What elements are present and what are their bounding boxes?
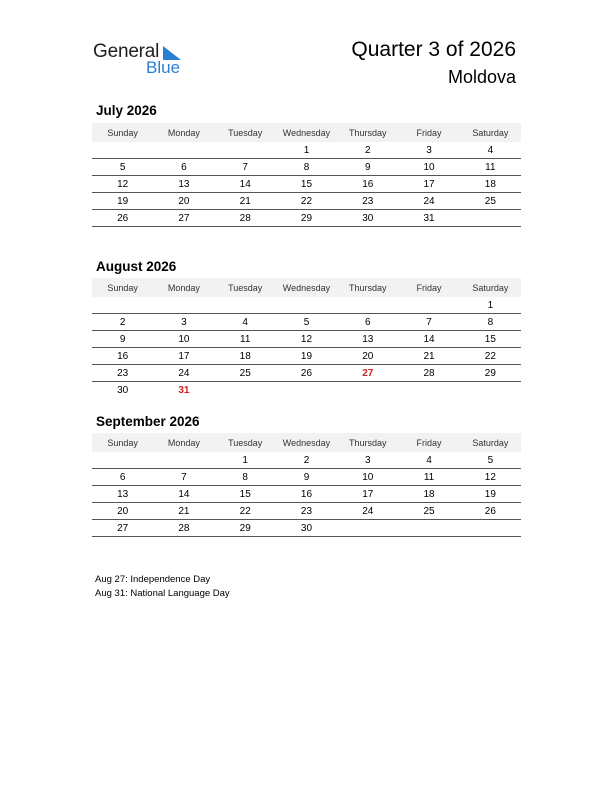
day-cell: 25 [398,503,459,520]
day-cell: 23 [337,193,398,210]
week-row [92,348,521,365]
weekday-header: Wednesday [276,278,337,297]
day-cell: 1 [276,142,337,159]
day-cell: 21 [153,503,214,520]
weekday-header: Monday [153,123,214,142]
weekday-header: Saturday [460,278,521,297]
day-cell: 3 [153,314,214,331]
day-cell: 15 [215,486,276,503]
day-cell: 21 [215,193,276,210]
logo-blue-text: Blue [146,58,181,77]
weekday-header: Tuesday [215,433,276,452]
weekday-header: Thursday [337,278,398,297]
day-cell: 31 [398,210,459,227]
day-cell: 1 [215,452,276,469]
week-row [92,159,521,176]
day-cell [276,297,337,314]
day-cell [276,382,337,399]
day-cell: 15 [460,331,521,348]
day-cell: 20 [153,193,214,210]
logo-general-text: General [93,41,160,62]
day-cell: 21 [398,348,459,365]
day-cell: 27 [337,365,398,382]
month-title: August 2026 [96,259,177,274]
weekday-header: Monday [153,433,214,452]
month-title: September 2026 [96,414,200,429]
day-cell: 27 [92,520,153,537]
day-cell: 8 [276,159,337,176]
day-cell: 18 [398,486,459,503]
day-cell: 25 [215,365,276,382]
day-cell: 11 [460,159,521,176]
week-row [92,503,521,520]
week-row [92,486,521,503]
day-cell: 14 [215,176,276,193]
week-row [92,314,521,331]
day-cell: 15 [276,176,337,193]
week-row [92,297,521,314]
week-row [92,210,521,227]
day-cell [153,142,214,159]
day-cell: 3 [398,142,459,159]
country-name: Moldova [447,67,516,87]
day-cell: 24 [398,193,459,210]
day-cell: 11 [398,469,459,486]
day-cell: 22 [276,193,337,210]
day-cell [460,210,521,227]
day-cell: 5 [92,159,153,176]
day-cell: 8 [460,314,521,331]
day-cell: 19 [92,193,153,210]
day-cell: 2 [276,452,337,469]
weekday-header: Thursday [337,433,398,452]
day-cell [215,297,276,314]
day-cell: 27 [153,210,214,227]
calendar-grid [92,433,521,537]
day-cell: 5 [276,314,337,331]
day-cell [337,382,398,399]
day-cell: 13 [337,331,398,348]
day-cell: 18 [215,348,276,365]
week-row [92,142,521,159]
day-cell [92,452,153,469]
day-cell: 1 [460,297,521,314]
weekday-header: Sunday [92,278,153,297]
day-cell: 9 [337,159,398,176]
day-cell: 13 [153,176,214,193]
day-cell: 10 [337,469,398,486]
day-cell [215,382,276,399]
day-cell [153,297,214,314]
day-cell: 4 [398,452,459,469]
logo [93,41,193,81]
day-cell: 26 [276,365,337,382]
calendar-grid [92,278,521,398]
day-cell [215,142,276,159]
day-cell: 12 [276,331,337,348]
day-cell: 17 [398,176,459,193]
weekday-header: Friday [398,278,459,297]
day-cell [398,520,459,537]
day-cell: 6 [337,314,398,331]
day-cell: 28 [153,520,214,537]
day-cell [153,452,214,469]
day-cell: 16 [92,348,153,365]
day-cell: 4 [215,314,276,331]
day-cell [460,382,521,399]
day-cell: 28 [215,210,276,227]
day-cell [460,520,521,537]
holiday-note: Aug 31: National Language Day [95,588,230,599]
day-cell [92,142,153,159]
week-row [92,382,521,399]
day-cell [398,382,459,399]
day-cell: 24 [337,503,398,520]
week-row [92,365,521,382]
day-cell: 12 [460,469,521,486]
weekday-header: Saturday [460,433,521,452]
day-cell [92,297,153,314]
day-cell: 13 [92,486,153,503]
day-cell: 29 [276,210,337,227]
day-cell: 20 [337,348,398,365]
weekday-header: Friday [398,123,459,142]
day-cell [337,297,398,314]
day-cell: 22 [460,348,521,365]
day-cell: 6 [153,159,214,176]
week-row [92,469,521,486]
day-cell: 29 [215,520,276,537]
day-cell: 26 [460,503,521,520]
week-row [92,520,521,537]
calendar-grid [92,123,521,227]
day-cell: 8 [215,469,276,486]
day-cell: 2 [337,142,398,159]
day-cell: 14 [398,331,459,348]
day-cell: 5 [460,452,521,469]
day-cell: 11 [215,331,276,348]
day-cell: 28 [398,365,459,382]
weekday-header: Sunday [92,123,153,142]
weekday-header: Wednesday [276,433,337,452]
day-cell: 17 [337,486,398,503]
day-cell: 3 [337,452,398,469]
day-cell: 6 [92,469,153,486]
week-row [92,452,521,469]
month-title: July 2026 [96,103,157,118]
weekday-header: Thursday [337,123,398,142]
day-cell: 19 [460,486,521,503]
weekday-header: Wednesday [276,123,337,142]
day-cell: 30 [276,520,337,537]
week-row [92,331,521,348]
day-cell: 7 [398,314,459,331]
week-row [92,193,521,210]
day-cell: 16 [337,176,398,193]
holiday-notes [95,573,230,601]
day-cell: 7 [153,469,214,486]
day-cell: 17 [153,348,214,365]
weekday-header: Tuesday [215,278,276,297]
day-cell: 10 [398,159,459,176]
day-cell: 30 [337,210,398,227]
day-cell: 10 [153,331,214,348]
day-cell: 29 [460,365,521,382]
weekday-header: Sunday [92,433,153,452]
day-cell: 4 [460,142,521,159]
day-cell: 19 [276,348,337,365]
day-cell [337,520,398,537]
day-cell: 18 [460,176,521,193]
day-cell: 22 [215,503,276,520]
day-cell: 2 [92,314,153,331]
day-cell: 12 [92,176,153,193]
day-cell: 26 [92,210,153,227]
day-cell: 7 [215,159,276,176]
day-cell: 30 [117,384,129,396]
week-row [92,176,521,193]
day-cell: 20 [92,503,153,520]
weekday-header: Tuesday [215,123,276,142]
weekday-header: Monday [153,278,214,297]
day-cell [398,297,459,314]
day-cell: 24 [153,365,214,382]
day-cell: 9 [276,469,337,486]
page-title: Quarter 3 of 2026 [351,38,516,61]
day-cell: 16 [276,486,337,503]
day-cell: 23 [92,365,153,382]
holiday-note: Aug 27: Independence Day [95,574,211,585]
day-cell: 31 [178,384,190,396]
day-cell: 25 [460,193,521,210]
weekday-header: Saturday [460,123,521,142]
weekday-header: Friday [398,433,459,452]
day-cell: 9 [92,331,153,348]
day-cell: 23 [276,503,337,520]
day-cell: 14 [153,486,214,503]
